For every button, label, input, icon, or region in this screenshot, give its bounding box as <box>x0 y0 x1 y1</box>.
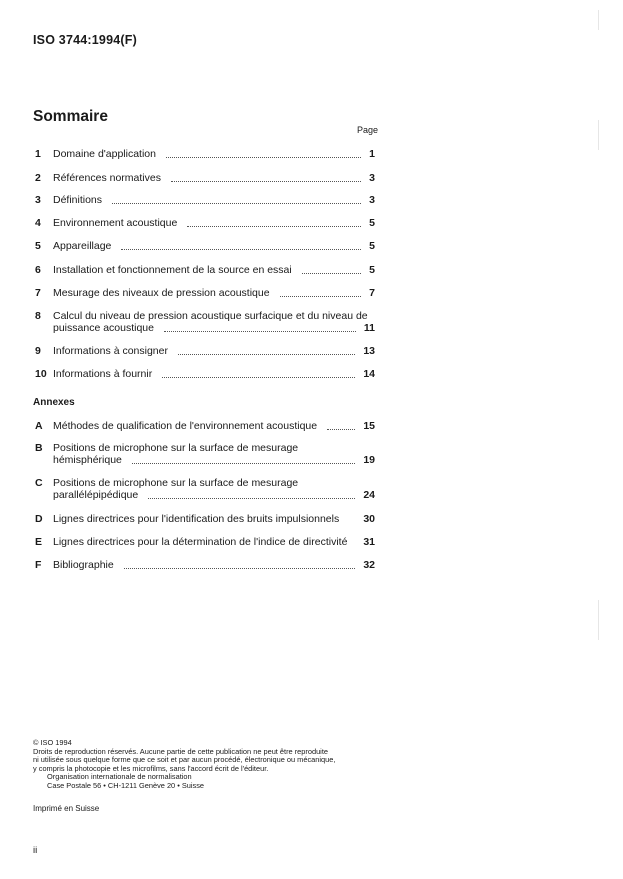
annex-page: 32 <box>363 559 375 571</box>
annex-number: F <box>35 559 42 571</box>
toc-page: 3 <box>369 194 375 206</box>
dot-leader <box>164 331 356 332</box>
toc-title: Installation et fonctionnement de la source en essai <box>53 264 292 276</box>
annex-entry <box>33 559 378 573</box>
organization-name: Organisation internationale de normalisation <box>47 772 192 782</box>
toc-entry <box>33 217 378 231</box>
copyright-line: © ISO 1994 <box>33 738 72 747</box>
annex-entry <box>33 513 378 527</box>
toc-entry <box>33 194 378 208</box>
dot-leader <box>178 354 355 355</box>
toc-number: 3 <box>35 194 41 206</box>
annex-entry <box>33 477 378 503</box>
toc-title: Mesurage des niveaux de pression acoustique <box>53 287 270 299</box>
annex-entry <box>33 442 378 468</box>
scan-edge-mark <box>598 10 599 30</box>
dot-leader <box>121 249 361 250</box>
copyright-text-2: ni utilisée sous quelque forme que ce soit et par aucun procédé, électronique ou mécanique, <box>33 755 336 765</box>
annex-page: 19 <box>363 454 375 466</box>
dot-leader <box>124 568 355 569</box>
dot-leader <box>112 203 361 204</box>
toc-title: Informations à consigner <box>53 345 168 357</box>
annex-page: 31 <box>363 536 375 548</box>
copyright-text-1: Droits de reproduction réservés. Aucune partie de cette publication ne peut être reproduite <box>33 746 328 756</box>
page-title: Sommaire <box>33 108 108 125</box>
dot-leader <box>280 296 361 297</box>
toc-title: Références normatives <box>53 172 161 184</box>
dot-leader <box>171 181 361 182</box>
annex-number: D <box>35 513 43 525</box>
toc-entry <box>33 264 378 278</box>
annex-title: Lignes directrices pour l'identification des bruits impulsionnels <box>53 513 340 525</box>
dot-leader <box>132 463 355 464</box>
toc-page: 11 <box>363 322 375 334</box>
annex-title: Positions de microphone sur la surface de mesurage <box>53 442 299 454</box>
toc-title: Appareillage <box>53 240 112 252</box>
annex-page: 24 <box>363 489 375 501</box>
annex-entry <box>33 420 378 434</box>
annex-number: C <box>35 477 43 489</box>
annex-title: Bibliographie <box>53 559 114 571</box>
toc-page: 13 <box>363 345 375 357</box>
toc-title: puissance acoustique <box>53 322 154 334</box>
toc-page: 14 <box>363 368 375 380</box>
page-column-label: Page <box>357 125 379 135</box>
annex-title: parallélépipédique <box>53 489 139 501</box>
dot-leader <box>302 273 361 274</box>
annex-title: Lignes directrices pour la détermination de l'indice de directivité <box>53 536 348 548</box>
dot-leader <box>166 157 361 158</box>
toc-entry <box>33 310 378 336</box>
printed-in: Imprimé en Suisse <box>33 804 100 813</box>
toc-title: Définitions <box>53 194 103 206</box>
toc-entry <box>33 287 378 301</box>
toc-entry <box>33 172 378 186</box>
annex-page: 15 <box>363 420 375 432</box>
toc-page: 5 <box>369 240 375 252</box>
toc-entry <box>33 148 378 162</box>
toc-title: Calcul du niveau de pression acoustique surfacique et du niveau de <box>53 310 368 322</box>
toc-title: Environnement acoustique <box>53 217 178 229</box>
annex-title: Méthodes de qualification de l'environnement acoustique <box>53 420 318 432</box>
dot-leader <box>327 429 355 430</box>
scan-edge-mark <box>598 600 599 640</box>
page-number: ii <box>33 845 38 856</box>
dot-leader <box>162 377 355 378</box>
dot-leader <box>187 226 361 227</box>
toc-number: 1 <box>35 148 41 160</box>
toc-entry <box>33 240 378 254</box>
toc-page: 1 <box>369 148 375 160</box>
toc-number: 5 <box>35 240 41 252</box>
annex-page: 30 <box>363 513 375 525</box>
annex-entry <box>33 536 378 550</box>
toc-page: 7 <box>369 287 375 299</box>
toc-number: 8 <box>35 310 41 322</box>
annex-number: B <box>35 442 43 454</box>
toc-title: Domaine d'application <box>53 148 156 160</box>
scan-edge-mark <box>598 120 599 150</box>
toc-number: 2 <box>35 172 41 184</box>
annex-number: E <box>35 536 43 548</box>
organization-address: Case Postale 56 • CH-1211 Genève 20 • Suisse <box>47 780 205 790</box>
toc-title: Informations à fournir <box>53 368 153 380</box>
copyright-text-3: y compris la photocopie et les microfilms, sans l'accord écrit de l'éditeur. <box>33 763 269 773</box>
document-header: ISO 3744:1994(F) <box>33 33 137 47</box>
toc-number: 7 <box>35 287 41 299</box>
toc-page: 3 <box>369 172 375 184</box>
toc-number: 4 <box>35 217 41 229</box>
toc-page: 5 <box>369 264 375 276</box>
toc-entry <box>33 368 378 382</box>
annexes-heading: Annexes <box>33 397 75 408</box>
dot-leader <box>148 498 355 499</box>
toc-number: 6 <box>35 264 41 276</box>
toc-number: 10 <box>35 368 47 380</box>
toc-number: 9 <box>35 345 41 357</box>
annex-title: hémisphérique <box>53 454 122 466</box>
annex-title: Positions de microphone sur la surface de mesurage <box>53 477 299 489</box>
toc-page: 5 <box>369 217 375 229</box>
annex-number: A <box>35 420 43 432</box>
toc-entry <box>33 345 378 359</box>
copyright-block <box>33 739 383 791</box>
